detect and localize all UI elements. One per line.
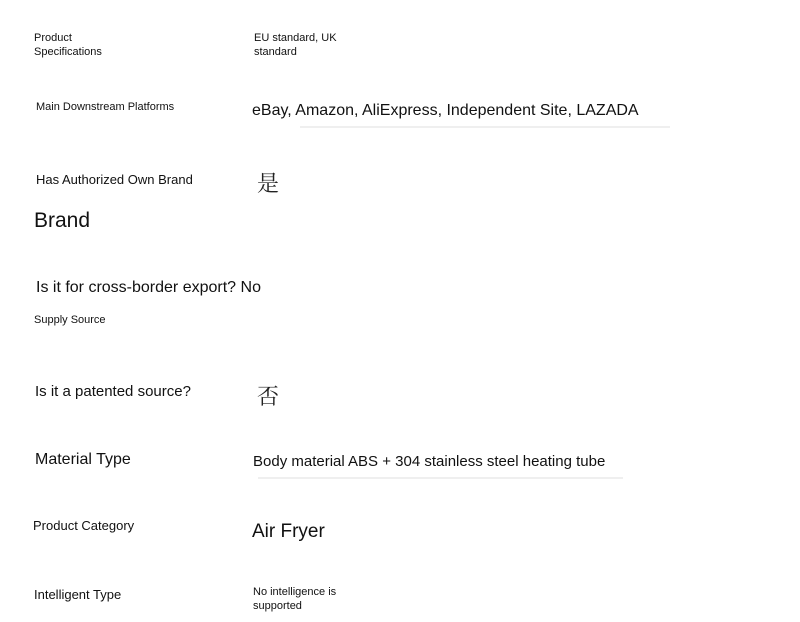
spec-label-brand: Brand [34,209,91,232]
text-artifact-line [300,126,670,128]
spec-value-material-type: Body material ABS + 304 stainless steel heating tube [253,453,606,470]
spec-value-main-downstream-platforms: eBay, Amazon, AliExpress, Independent Site, LAZADA [252,102,639,119]
spec-label-patented-source: Is it a patented source? [35,383,191,400]
spec-value-product-category: Air Fryer [252,521,325,542]
spec-value-product-specifications: EU standard, UK standard [254,32,337,58]
text-artifact-line [258,477,623,479]
spec-label-supply-source: Supply Source [34,314,106,326]
spec-label-has-authorized-own-brand: Has Authorized Own Brand [36,172,193,187]
spec-label-product-specifications: Product Specifications [34,32,102,58]
spec-label-product-category: Product Category [33,518,135,533]
spec-label-material-type: Material Type [35,451,131,468]
spec-label-main-downstream-platforms: Main Downstream Platforms [36,101,175,113]
spec-value-intelligent-type: No intelligence is supported [253,586,337,612]
spec-value-has-authorized-own-brand: 是 [257,172,280,197]
spec-label-cross-border-export: Is it for cross-border export? No [36,279,261,296]
spec-label-intelligent-type: Intelligent Type [34,587,122,602]
spec-value-patented-source: 否 [257,385,280,410]
